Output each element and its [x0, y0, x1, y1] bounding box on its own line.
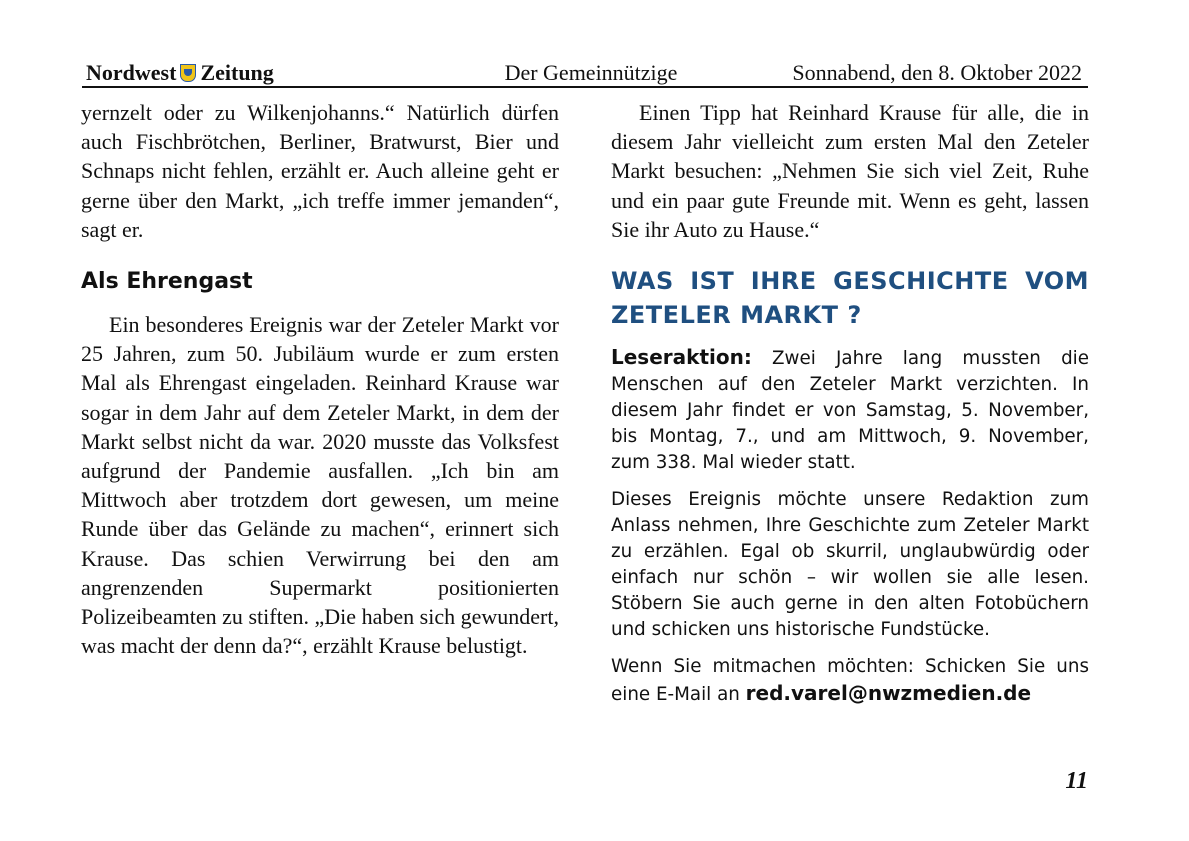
lead-label: Leseraktion:	[611, 345, 752, 370]
page-header	[82, 58, 1088, 88]
reader-campaign-paragraph: Dieses Ereignis möchte unsere Redaktion zum Anlass nehmen, Ihre Geschichte zum Zeteler Markt zu erzählen. Egal ob skurril, unglaubwürdig oder einfach nur schön – wir wollen sie alle lesen. Stöbern Sie auch gerne in den alten Fotobüchern und schicken uns historische Fundstücke.	[611, 489, 1089, 641]
page-number: 11	[1065, 768, 1088, 794]
reader-campaign-headline: WAS IST IHRE GESCHICHTE VOM ZETELER MARKT ?	[611, 267, 1089, 330]
contact-paragraph	[611, 654, 1089, 708]
reader-campaign-lead	[611, 344, 1089, 476]
right-paragraph-1: Einen Tipp hat Reinhard Krause für alle, die in diesem Jahr vielleicht zum ersten Mal den Zeteler Markt besuchen: „Nehmen Sie sich viel Zeit, Ruhe und ein paar gute Freunde mit. Wenn es geht, lassen Sie ihr Auto zu Hause.“	[611, 100, 1089, 242]
issue-date: Sonnabend, den 8. Oktober 2022	[792, 60, 1082, 85]
masthead-left: Nordwest	[86, 60, 177, 85]
contact-text: Wenn Sie mitmachen möchten: Schicken Sie uns eine E-Mail an	[611, 656, 1089, 706]
lead-text: Zwei Jahre lang mussten die Menschen auf den Zeteler Markt verzichten. In diesem Jahr findet er von Samstag, 5. November, bis Montag, 7., und am Mittwoch, 9. November, zum 338. Mal wieder statt.	[611, 348, 1089, 474]
subhead-als-ehrengast: Als Ehrengast	[81, 269, 253, 295]
left-paragraph-1: yernzelt oder zu Wilkenjohanns.“ Natürlich dürfen auch Fischbrötchen, Berliner, Bratwurst, Bier und Schnaps nicht fehlen, erzählt er. Auch alleine geht er gerne über den Markt, „ich treffe immer jemanden“, sagt er.	[81, 100, 559, 242]
left-paragraph-2: Ein besonderes Ereignis war der Zeteler Markt vor 25 Jahren, zum 50. Jubiläum wurde er zum ersten Mal als Ehrengast eingeladen. Reinhard Krause war sogar in dem Jahr auf dem Zeteler Markt, in dem der Markt selbst nicht da war. 2020 musste das Volksfest aufgrund der Pandemie ausfallen. „Ich bin am Mittwoch aber trotzdem dort gewesen, um meine Runde über das Gelände zu machen“, erinnert sich Krause. Das schien Verwirrung bei den am angrenzenden Supermarkt positionierten Polizeibeamten zu stiften. „Die haben sich gewundert, was macht der denn da?“, erzählt Krause belustigt.	[81, 312, 559, 659]
masthead-right: Zeitung	[200, 60, 274, 85]
right-column	[611, 98, 1089, 719]
contact-email[interactable]: red.varel@nwzmedien.de	[745, 681, 1032, 706]
left-column	[81, 98, 559, 660]
supplement-title: Der Gemeinnützige	[504, 60, 678, 85]
